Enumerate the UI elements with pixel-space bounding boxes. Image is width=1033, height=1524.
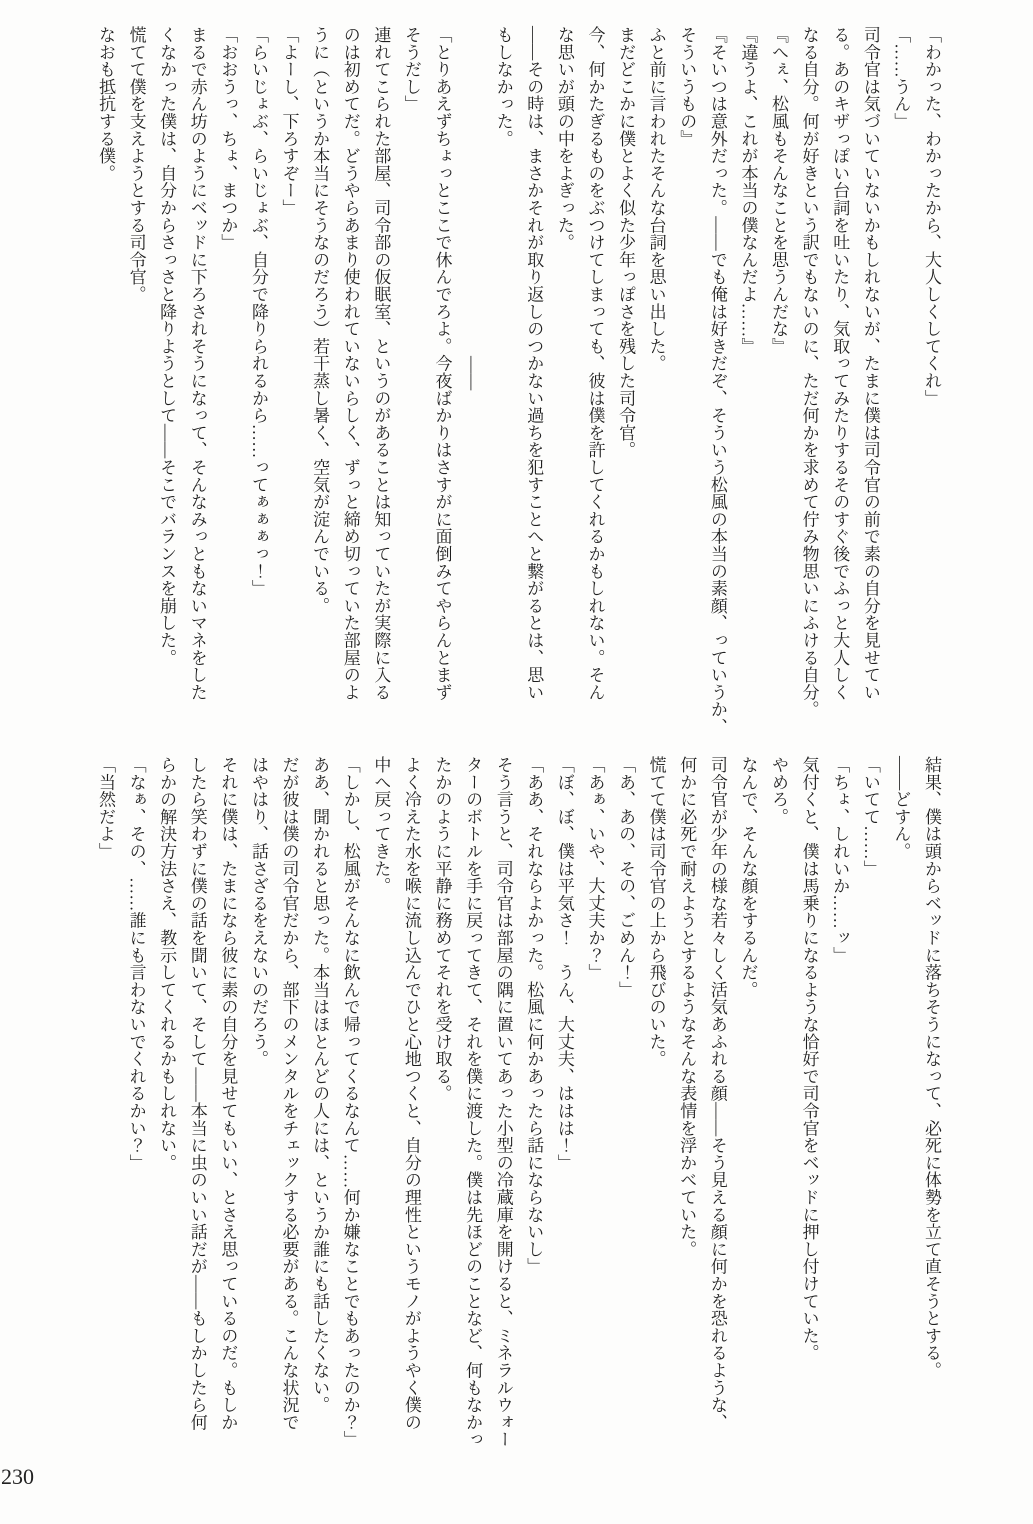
lower-text-column: だが彼は僕の司令官だから、部下のメンタルをチェックする必要がある。こんな状況で bbox=[279, 756, 299, 1431]
lower-text-column: 「ぼ、ぼ、僕は平気さ！ うん、大丈夫、ははは！」 bbox=[554, 756, 574, 1172]
upper-text-column: まだどこかに僕とよく似た少年っぽさを残した司令官。 bbox=[616, 26, 636, 459]
lower-text-column: 「あ、あの、その、ごめん！」 bbox=[616, 756, 636, 999]
upper-text-column: そういうもの』 bbox=[677, 26, 697, 148]
upper-text-column: 「おおうっ、ちょ、まつか」 bbox=[218, 26, 238, 251]
lower-text-column: 「ああ、それならよかった。松風に何かあったら話にならないし」 bbox=[524, 756, 544, 1275]
upper-text-column: 今、何かたぎるものをぶつけてしまっても、彼は僕を許してくれるかもしれない。そん bbox=[585, 26, 605, 701]
upper-text-column: うに（というか本当にそうなのだろう）若干蒸し暑く、空気が淀んでいる。 bbox=[310, 26, 330, 615]
upper-text-column: 連れてこられた部屋、司令部の仮眠室、というのがあることは知っていたが実際に入る bbox=[371, 26, 391, 701]
upper-text-column: なおも抵抗する僕。 bbox=[95, 26, 115, 182]
lower-text-column: ――どすん。 bbox=[891, 756, 911, 860]
lower-text-column: はやはり、話さざるをえないのだろう。 bbox=[248, 756, 268, 1068]
lower-text-column: それに僕は、たまになら彼に素の自分を見せてもいい、とさえ思っているのだ。もしか bbox=[218, 756, 238, 1431]
upper-text-column: る。あのキザっぽい台詞を吐いたり、気取ってみたりするそのすぐ後でふっと大人しく bbox=[830, 26, 850, 701]
upper-text-column: ―― bbox=[463, 356, 483, 391]
upper-text-column: 「よーし、下ろすぞー」 bbox=[279, 26, 299, 217]
lower-text-column: したら笑わずに僕の話を聞いて、そして――本当に虫のいい話だが――もしかしたら何 bbox=[187, 756, 207, 1431]
lower-text-column: ああ、聞かれると思った。本当はほとんどの人には、というか誰にも話したくない。 bbox=[310, 756, 330, 1414]
upper-text-column: 慌てて僕を支えようとする司令官。 bbox=[126, 26, 146, 303]
upper-text-column: のは初めてだ。どうやらあまり使われていないらしく、ずっと締め切っていた部屋のよ bbox=[340, 26, 360, 701]
lower-text-column: 結果、僕は頭からベッドに落ちそうになって、必死に体勢を立て直そうとする。 bbox=[922, 756, 941, 1379]
lower-text-column: らかの解決方法さえ、教示してくれるかもしれない。 bbox=[157, 756, 177, 1172]
upper-text-column: そうだし」 bbox=[401, 26, 421, 113]
upper-text-column: 『そいつは意外だった。――でも俺は好きだぞ、そういう松風の本当の素顔、っていうか、 bbox=[707, 26, 727, 736]
upper-text-column: 「わかった、わかったから、大人しくしてくれ」 bbox=[922, 26, 941, 407]
lower-text-column: 中へ戻ってきた。 bbox=[371, 756, 391, 895]
upper-text-column: 「……うん」 bbox=[891, 26, 911, 130]
lower-text-block bbox=[88, 756, 946, 1518]
upper-text-column: まるで赤ん坊のようにベッドに下ろされそうになって、そんなみっともないマネをした bbox=[187, 26, 207, 701]
lower-text-column: 「なぁ、その、……誰にも言わないでくれるかい？」 bbox=[126, 756, 146, 1172]
upper-text-column: なる自分。何が好きという訳でもないのに、ただ何かを求めて佇み物思いにふける自分。 bbox=[799, 26, 819, 718]
upper-text-column: 『へぇ、松風もそんなことを思うんだな』 bbox=[769, 26, 789, 355]
upper-text-column: 「とりあえずちょっとここで休んでろよ。今夜ばかりはさすがに面倒みてやらんとまず bbox=[432, 26, 452, 701]
lower-text-column: 慌てて僕は司令官の上から飛びのいた。 bbox=[646, 756, 666, 1068]
upper-text-column: 司令官は気づいていないかもしれないが、たまに僕は司令官の前で素の自分を見せてい bbox=[860, 26, 880, 701]
lower-text-column: 気付くと、僕は馬乗りになるような恰好で司令官をベッドに押し付けていた。 bbox=[799, 756, 819, 1362]
upper-text-column: な思いが頭の中をよぎった。 bbox=[554, 26, 574, 251]
lower-text-column: そう言うと、司令官は部屋の隅に置いてあった小型の冷蔵庫を開けると、ミネラルウォー bbox=[493, 756, 513, 1448]
lower-text-column: 司令官が少年の様な若々しく活気あふれる顔――そう見える顔に何かを恐れるような、 bbox=[707, 756, 727, 1431]
lower-text-column: ターのボトルを手に戻ってきて、それを僕に渡した。僕は先ほどのことなど、何もなかっ bbox=[463, 756, 483, 1448]
lower-text-column: 「あぁ、いや、大丈夫か？」 bbox=[585, 756, 605, 981]
lower-text-column: 「当然だよ」 bbox=[95, 756, 115, 860]
upper-text-column: ふと前に言われたそんな台詞を思い出した。 bbox=[646, 26, 666, 372]
upper-text-column: 「らいじょぶ、らいじょぶ、自分で降りられるから……ってぁぁぁっ！」 bbox=[248, 26, 268, 597]
upper-text-column: もしなかった。 bbox=[493, 26, 513, 148]
upper-text-column: くなかった僕は、自分からさっさと降りようとして――そこでバランスを崩した。 bbox=[157, 26, 177, 667]
lower-text-column: 「いてて……」 bbox=[860, 756, 880, 878]
lower-text-column: よく冷えた水を喉に流し込んでひと心地つくと、自分の理性というモノがようやく僕の bbox=[401, 756, 421, 1431]
lower-text-column: やめろ。 bbox=[769, 756, 789, 826]
upper-text-block bbox=[88, 26, 946, 738]
lower-text-column: 何かに必死で耐えようとするようなそんな表情を浮かべていた。 bbox=[677, 756, 697, 1258]
upper-text-column: 『違うよ、これが本当の僕なんだよ……』 bbox=[738, 26, 758, 355]
upper-text-column: ――その時は、まさかそれが取り返しのつかない過ちを犯すことへと繋がるとは、思い bbox=[524, 26, 544, 701]
page-number: 230 bbox=[1, 1464, 34, 1489]
lower-text-column: 「しかし、松風がそんなに飲んで帰ってくるなんて……何か嫌なことでもあったのか？」 bbox=[340, 756, 360, 1448]
lower-text-column: たかのように平静に務めてそれを受け取る。 bbox=[432, 756, 452, 1102]
lower-text-column: 「ちょ、しれいか……ッ」 bbox=[830, 756, 850, 964]
lower-text-column: なんで、そんな顔をするんだ。 bbox=[738, 756, 758, 999]
